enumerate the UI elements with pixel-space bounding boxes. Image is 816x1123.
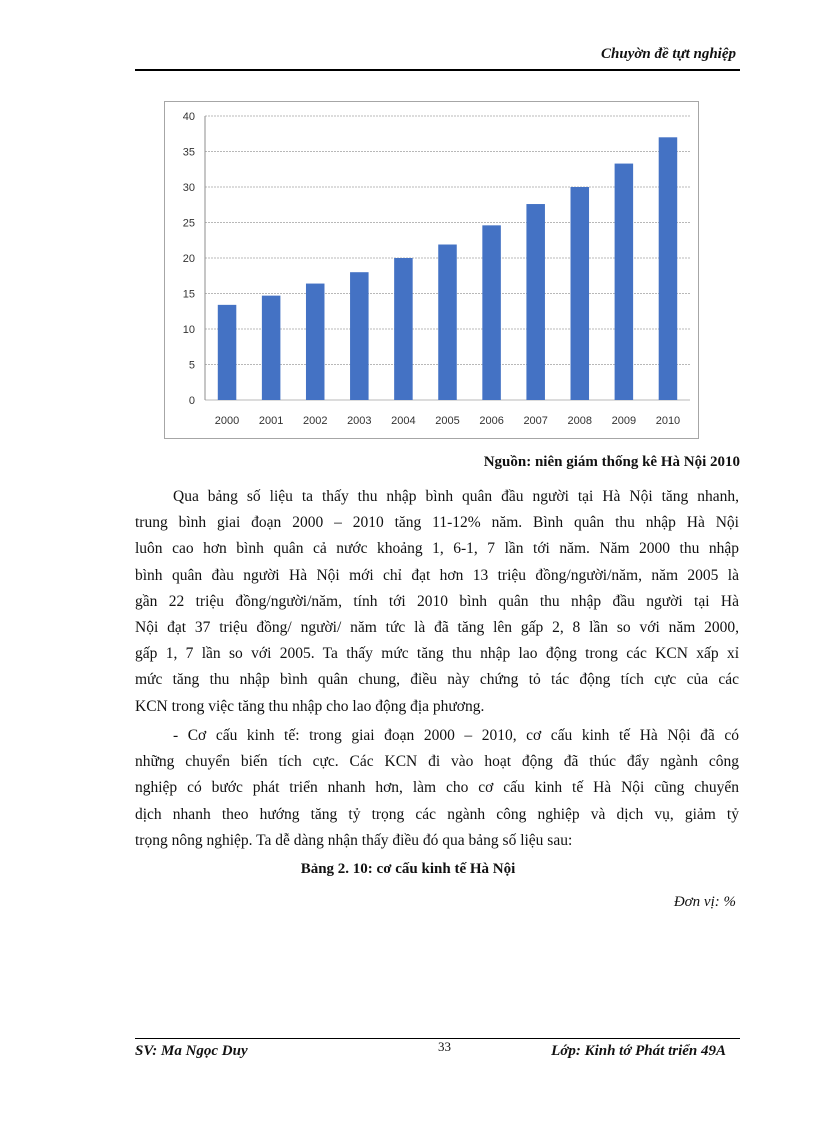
paragraph-line: Nội đạt 37 triệu đồng/ người/ năm tức là đã tăng lên gấp 2, 8 lần so với năm 2000, [135, 619, 739, 637]
y-tick-label: 15 [182, 288, 195, 301]
bar-2006 [482, 225, 501, 400]
footer-student: SV: Ma Ngọc Duy [135, 1043, 248, 1059]
paragraph-line: gấp 1, 7 lần so với 2005. Ta thấy mức tăng thu nhập lao động trong các KCN xấp xỉ [135, 645, 739, 663]
x-tick-label: 2005 [435, 415, 460, 427]
paragraph-line: bình quân đàu người Hà Nội mới chỉ đạt hơn 13 triệu đồng/người/năm, năm 2005 là [135, 566, 739, 584]
x-tick-label: 2004 [391, 415, 416, 427]
bar-2009 [615, 164, 634, 400]
x-tick-label: 2001 [258, 415, 284, 427]
chart-svg [165, 102, 700, 440]
x-tick-label: 2002 [302, 415, 328, 427]
paragraph-line: trung bình giai đoạn 2000 – 2010 tăng 11-12% năm. Bình quân thu nhập Hà Nội [135, 514, 739, 532]
header-title: Chuyờn đề tựt nghiệp [601, 46, 736, 62]
y-tick-label: 0 [188, 395, 195, 407]
paragraph-income [135, 484, 739, 720]
y-tick-label: 25 [182, 217, 195, 230]
paragraph-line: dịch nhanh theo hướng tăng tỷ trọng các ngành công nghiệp và dịch vụ, giảm tỷ [135, 805, 739, 823]
x-tick-label: 2003 [347, 415, 372, 427]
x-tick-label: 2008 [567, 415, 593, 427]
y-tick-label: 5 [188, 359, 195, 372]
x-tick-label: 2006 [479, 415, 504, 427]
bar-2001 [262, 296, 281, 400]
bar-2003 [350, 272, 369, 400]
bar-2002 [306, 284, 325, 400]
chart-source: Nguồn: niên giám thống kê Hà Nội 2010 [483, 454, 740, 470]
y-tick-label: 10 [182, 324, 195, 336]
x-tick-label: 2010 [655, 415, 681, 427]
x-tick-label: 2009 [611, 415, 637, 427]
bar-2008 [571, 187, 590, 400]
paragraph-line: gần 22 triệu đồng/người/năm, tính tới 2010 bình quân thu nhập đầu người tại Hà [135, 592, 739, 610]
paragraph-line: luôn cao hơn bình quân cả nước khoảng 1, 6-1, 7 lần tới năm. Năm 2000 thu nhập [135, 540, 739, 558]
x-tick-label: 2007 [523, 415, 548, 427]
bar-2010 [659, 137, 678, 400]
y-tick-label: 20 [182, 253, 195, 265]
page-number: 33 [438, 1039, 451, 1054]
paragraph-line: mức tăng thu nhập bình quân chung, điều này chứng tỏ tác động tích cực của các [135, 671, 739, 689]
paragraph-structure [135, 723, 739, 854]
header-rule [135, 69, 740, 71]
paragraph-line: trọng nông nghiệp. Ta dễ dàng nhận thấy điều đó qua bảng số liệu sau: [135, 831, 573, 849]
y-tick-label: 35 [182, 146, 195, 159]
paragraph-line: Qua bảng số liệu ta thấy thu nhập bình quân đầu người tại Hà Nội tăng nhanh, [173, 488, 739, 505]
table-title: Bảng 2. 10: cơ cấu kinh tế Hà Nội [300, 861, 516, 877]
unit-label: Đơn vị: % [673, 894, 736, 910]
paragraph-line: nghiệp có bước phát triển nhanh hơn, làm cho cơ cấu kinh tế Hà Nội cũng chuyển [135, 779, 739, 797]
paragraph-line: - Cơ cấu kinh tế: trong giai đoạn 2000 – 2010, cơ cấu kinh tế Hà Nội đã có [173, 727, 739, 744]
bar-2004 [394, 258, 413, 400]
y-tick-label: 30 [182, 182, 195, 194]
bar-2007 [526, 204, 545, 400]
paragraph-line: những chuyển biến tích cực. Các KCN đi vào hoạt động đã thúc đẩy ngành công [135, 753, 739, 771]
bar-chart [164, 101, 699, 439]
y-tick-label: 40 [182, 111, 195, 123]
paragraph-line: KCN trong việc tăng thu nhập cho lao động địa phương. [135, 697, 485, 715]
bar-2000 [218, 305, 237, 400]
footer-class: Lớp: Kinh tớ Phát triển 49A [551, 1043, 726, 1059]
x-tick-label: 2000 [214, 415, 240, 427]
bar-2005 [438, 245, 457, 400]
